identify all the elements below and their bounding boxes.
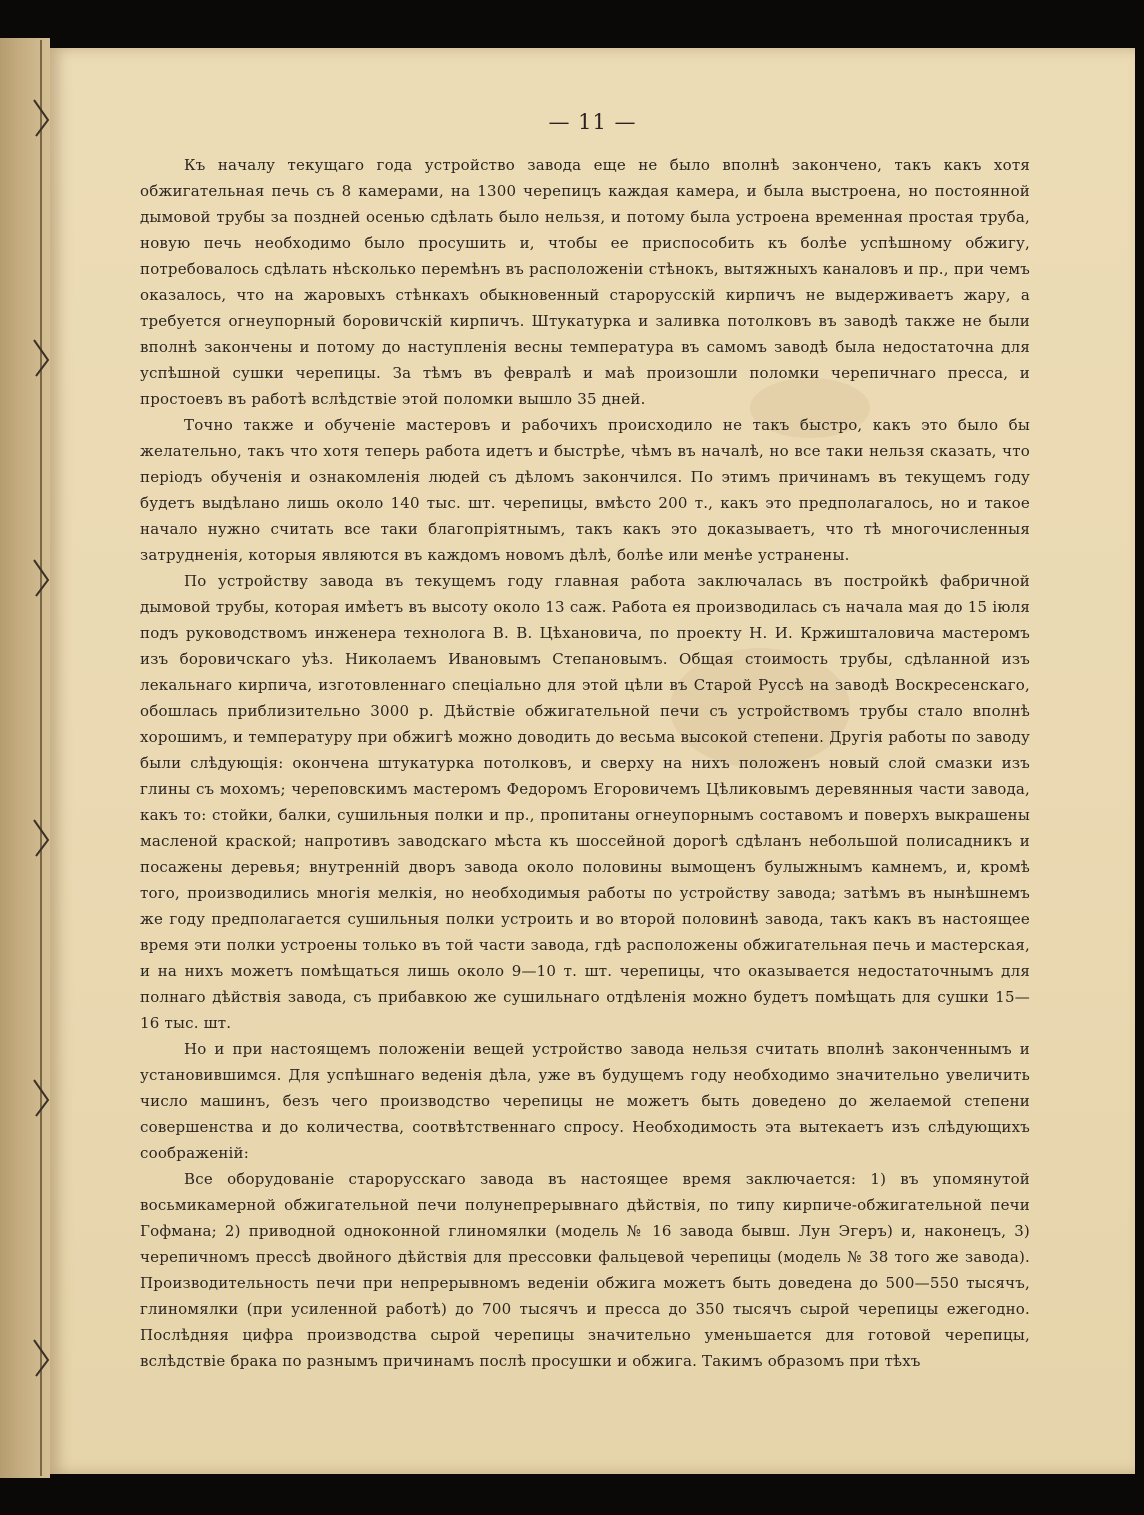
book-page — [50, 48, 1135, 1474]
paragraph: Но и при настоящемъ положеніи вещей устройство завода нельзя считать вполнѣ законченнымъ и установившимся. Для успѣшнаго веденія дѣла, уже въ будущемъ году необходимо значительно увеличить число машинъ, безъ чего производство черепицы не можетъ быть доведено до желаемой степени совершенства и до количества, соотвѣтственнаго спросу. Необходимость эта вытекаетъ изъ слѣдующихъ соображеній: — [140, 1040, 1030, 1162]
paragraph: По устройству завода въ текущемъ году главная работа заключалась въ постройкѣ фабричной дымовой трубы, которая имѣетъ въ высоту около 13 саж. Работа ея производилась съ начала мая до 15 іюля подъ руководствомъ инженера технолога В. В. Цѣхановича, по проекту Н. И. Кржишталовича мастеромъ изъ боровичскаго уѣз. Николаемъ Ивановымъ Степановымъ. Общая стоимость трубы, сдѣланной изъ лекальнаго кирпича, изготовленнаго спеціально для этой цѣли въ Старой Руссѣ на заводѣ Воскресенскаго, обошлась приблизительно 3000 р. Дѣйствіе обжигательной печи съ устройствомъ трубы стало вполнѣ хорошимъ, и температуру при обжигѣ можно доводить до весьма высокой степени. Другія работы по заводу были слѣдующія: окончена штукатурка потолковъ, и сверху на нихъ положенъ новый слой смазки изъ глины съ мохомъ; череповскимъ мастеромъ Федоромъ Егоровичемъ Цѣликовымъ деревянныя части завода, какъ то: стойки, балки, сушильныя полки и пр., пропитаны огнеупорнымъ составомъ и поверхъ выкрашены масленой краской; напротивъ заводскаго мѣста къ шоссейной дорогѣ сдѣланъ небольшой полисадникъ и посажены деревья; внутренній дворъ завода около половины вымощенъ булыжнымъ камнемъ, и, кромѣ того, производились многія мелкія, но необходимыя работы по устройству завода; затѣмъ въ нынѣшнемъ же году предполагается сушильныя полки устроить и во второй половинѣ завода, такъ какъ въ настоящее время эти полки устроены только въ той части завода, гдѣ расположены обжигательная печь и мастерская, и на нихъ можетъ помѣщаться лишь около 9—10 т. шт. черепицы, что оказывается недостаточнымъ для полнаго дѣйствія завода, съ прибавкою же сушильнаго отдѣленія можно будетъ помѣщать для сушки 15—16 тыс. шт. — [140, 572, 1030, 1032]
page-number: — 11 — — [548, 110, 637, 134]
paragraph: Къ началу текущаго года устройство завода еще не было вполнѣ закончено, такъ какъ хотя обжигательная печь съ 8 камерами, на 1300 черепицъ каждая камера, и была выстроена, но постоянной дымовой трубы за поздней осенью сдѣлать было нельзя, и потому была устроена временная простая труба, новую печь необходимо было просушить и, чтобы ее приспособить къ болѣе успѣшному обжигу, потребовалось сдѣлать нѣсколько перемѣнъ въ расположеніи стѣнокъ, вытяжныхъ каналовъ и пр., при чемъ оказалось, что на жаровыхъ стѣнкахъ обыкновенный старорусскій кирпичъ не выдерживаетъ жару, а требуется огнеупорный боровичскій кирпичъ. Штукатурка и заливка потолковъ въ заводѣ также не были вполнѣ закончены и потому до наступленія весны температура въ самомъ заводѣ была недостаточна для успѣшной сушки черепицы. За тѣмъ въ февралѣ и маѣ произошли поломки черепичнаго пресса, и простоевъ въ работѣ вслѣдствіе этой поломки вышло 35 дней. — [140, 156, 1030, 408]
body-text — [140, 152, 1030, 1374]
binding-thread-icon — [30, 40, 52, 1476]
paragraph: Точно также и обученіе мастеровъ и рабочихъ происходило не такъ быстро, какъ это было бы желательно, такъ что хотя теперь работа идетъ и быстрѣе, чѣмъ въ началѣ, но все таки нельзя сказать, что періодъ обученія и ознакомленія людей съ дѣломъ закончился. По этимъ причинамъ въ текущемъ году будетъ выдѣлано лишь около 140 тыс. шт. черепицы, вмѣсто 200 т., какъ это предполагалось, но и такое начало нужно считать все таки благопріятнымъ, такъ какъ это доказываетъ, что тѣ многочисленныя затрудненія, которыя являются въ каждомъ новомъ дѣлѣ, болѣе или менѣе устранены. — [140, 416, 1030, 564]
paragraph: Все оборудованіе старорусскаго завода въ настоящее время заключается: 1) въ упомянутой восьмикамерной обжигательной печи полунепрерывнаго дѣйствія, по типу кирпиче-обжигательной печи Гофмана; 2) приводной одноконной глиномялки (модель № 16 завода бывш. Лун Эгеръ) и, наконецъ, 3) черепичномъ прессѣ двойного дѣйствія для прессовки фальцевой черепицы (модель № 38 того же завода). Производительность печи при непрерывномъ веденіи обжига можетъ быть доведена до 500—550 тысячъ, глиномялки (при усиленной работѣ) до 700 тысячъ и пресса до 350 тысячъ сырой черепицы ежегодно. Послѣдняя цифра производства сырой черепицы значительно уменьшается для готовой черепицы, вслѣдствіе брака по разнымъ причинамъ послѣ просушки и обжига. Такимъ образомъ при тѣхъ — [140, 1170, 1030, 1370]
